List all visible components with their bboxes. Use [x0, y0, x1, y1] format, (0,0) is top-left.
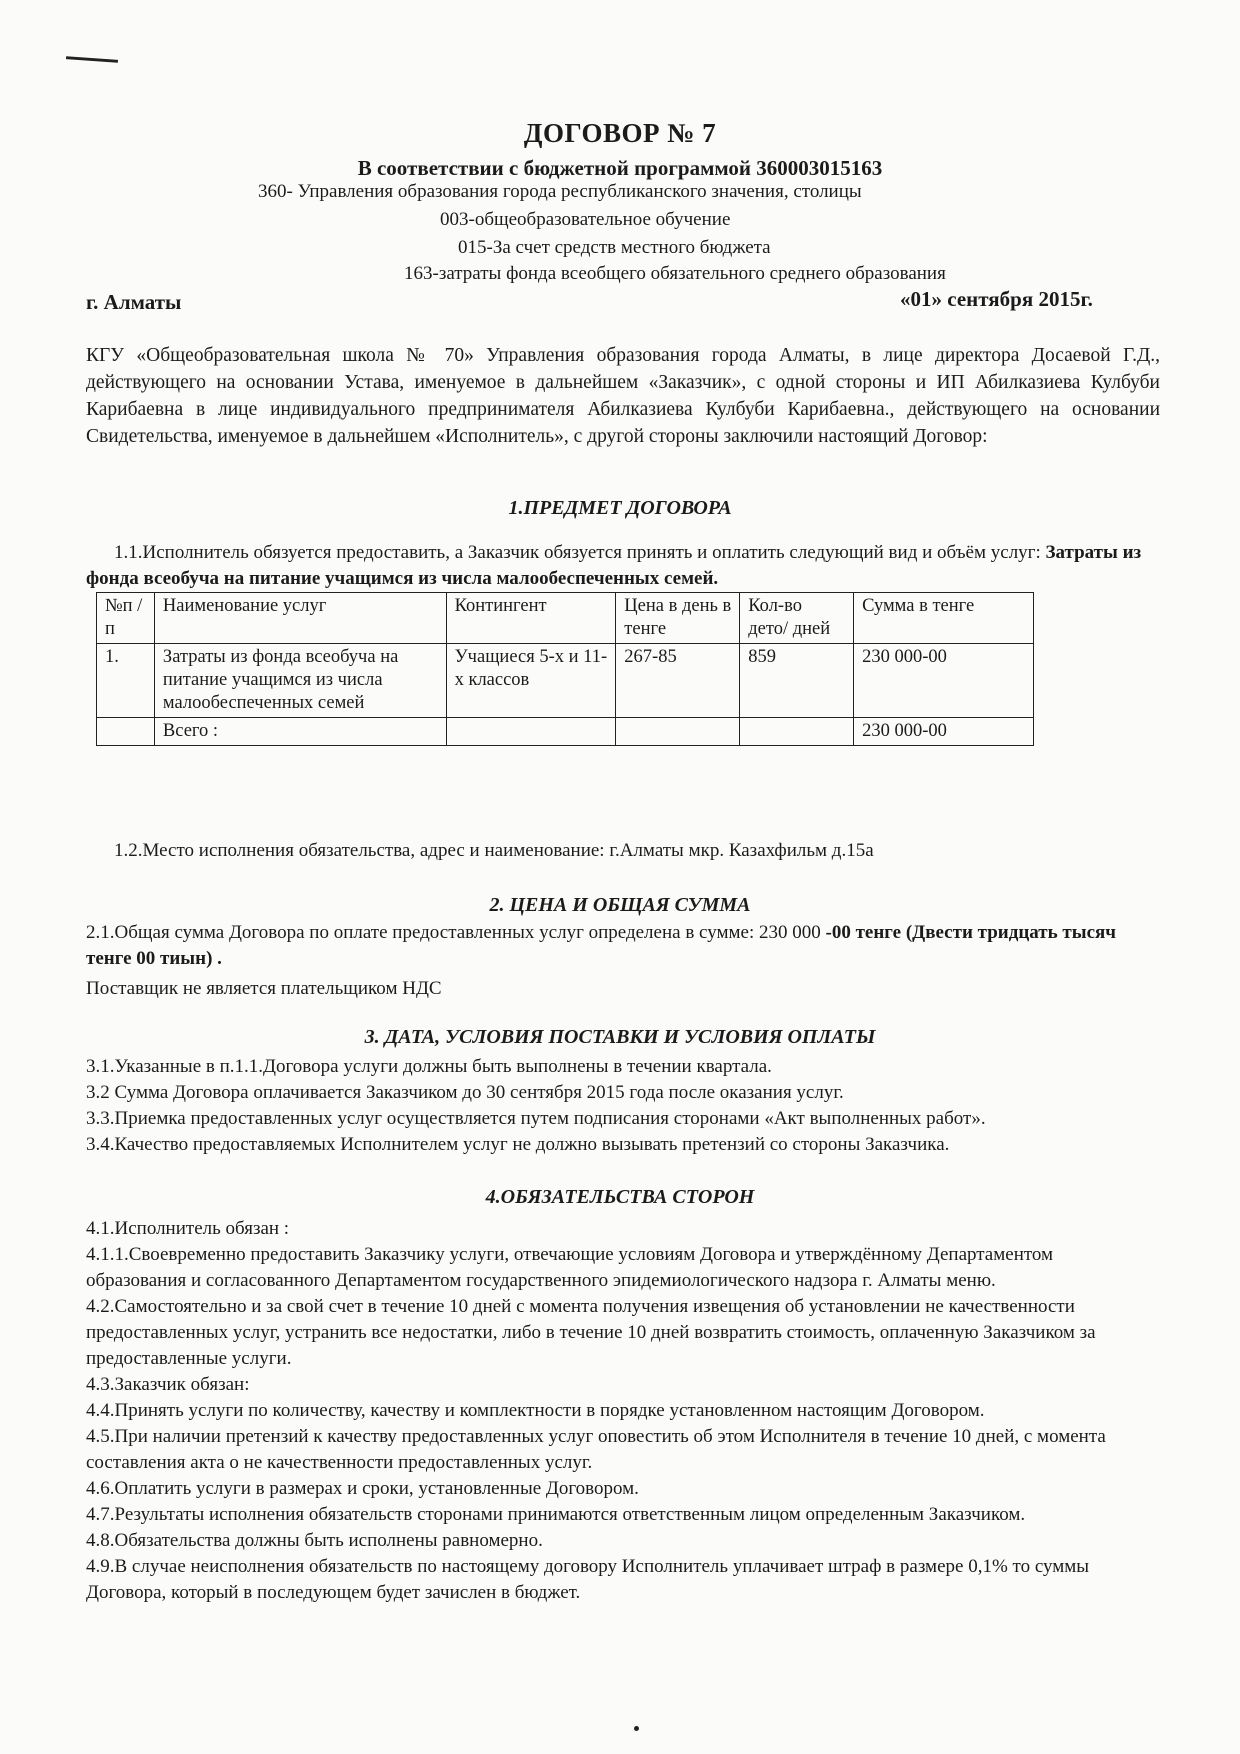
clause-4-5: 4.5.При наличии претензий к качеству предоставленных услуг оповестить об этом Исполнителя в течение 10 дней, с момента составления акта о не качественности предоставленных услуг. [86, 1426, 1106, 1473]
header-cell: Наименование услуг [154, 593, 446, 644]
intro-paragraph: КГУ «Общеобразовательная школа № 70» Управления образования города Алматы, в лице директора Досаевой Г.Д., действующего на основании Устава, именуемое в дальнейшем «Заказчик», с одной стороны и ИП Абилказиева Кулбуби Карибаевна в лице индивидуального предпринимателя Абилказиева Кулбуби Карибаевна., действующего на основании Свидетельства, именуемое в дальнейшем «Исполнитель», с другой стороны заключили настоящий Договор: [86, 345, 1160, 447]
header-cell: Сумма в тенге [854, 593, 1034, 644]
total-value: 230 000-00 [854, 718, 1034, 746]
clause-4-1-1: 4.1.1.Своевременно предоставить Заказчику услуги, отвечающие условиям Договора и утверждённому Департаментом образования и согласованного Департаментом государственного эпидемиологического надзора г. Алматы меню. [86, 1244, 1054, 1291]
table-cell: Учащиеся 5-х и 11-х классов [446, 644, 616, 718]
clause-4-7: 4.7.Результаты исполнения обязательств сторонами принимаются ответственным лицом определенным Заказчиком. [86, 1504, 1026, 1525]
table-header-row [97, 593, 1034, 644]
table-total-row [97, 718, 1034, 746]
clause-4-4: 4.4.Принять услуги по количеству, качеству и комплектности в порядке установленном настоящим Договором. [86, 1400, 985, 1421]
program-line-163: 163-затраты фонда всеобщего обязательного среднего образования [404, 263, 946, 284]
table-cell [446, 718, 616, 746]
table-cell: 859 [740, 644, 854, 718]
clause-4-2: 4.2.Самостоятельно и за свой счет в течение 10 дней с момента получения извещения об установлении не качественности предоставленных услуг, устранить все недостатки, либо в течение 10 дней возвратить стоимость, оплаченную Заказчиком за предоставленные услуги. [86, 1296, 1096, 1369]
clause-4-1: 4.1.Исполнитель обязан : [86, 1218, 290, 1239]
table-cell [740, 718, 854, 746]
clause-3-3: 3.3.Приемка предоставленных услуг осуществляется путем подписания сторонами «Акт выполненных работ». [86, 1108, 986, 1129]
clause-1-1 [86, 540, 1160, 592]
clause-3-4: 3.4.Качество предоставляемых Исполнителем услуг не должно вызывать претензий со стороны Заказчика. [86, 1134, 950, 1155]
section-2-heading: 2. ЦЕНА И ОБЩАЯ СУММА [489, 894, 751, 916]
vat-note: Поставщик не является плательщиком НДС [86, 978, 442, 999]
section-4-heading: 4.ОБЯЗАТЕЛЬСТВА СТОРОН [485, 1186, 755, 1208]
table-cell: 230 000-00 [854, 644, 1034, 718]
program-line-360: 360- Управления образования города республиканского значения, столицы [258, 181, 862, 202]
table-cell [97, 718, 155, 746]
section-4-clauses [86, 1216, 1146, 1606]
table-row [97, 644, 1034, 718]
clause-1-2: 1.2.Место исполнения обязательства, адрес и наименование: г.Алматы мкр. Казахфильм д.15а [114, 840, 874, 861]
total-label: Всего : [154, 718, 446, 746]
header-cell: Цена в день в тенге [616, 593, 740, 644]
section-3-heading: 3. ДАТА, УСЛОВИЯ ПОСТАВКИ И УСЛОВИЯ ОПЛАТЫ [364, 1026, 876, 1048]
clause-4-9: 4.9.В случае неисполнения обязательств по настоящему договору Исполнитель уплачивает штраф в размере 0,1% то суммы Договора, который в последующем будет зачислен в бюджет. [86, 1556, 1090, 1603]
table-cell: 1. [97, 644, 155, 718]
page-dot [634, 1726, 639, 1731]
budget-program-subtitle: В соответствии с бюджетной программой 360003015163 [357, 156, 883, 180]
section-1-heading: 1.ПРЕДМЕТ ДОГОВОРА [508, 497, 732, 519]
program-line-015: 015-За счет средств местного бюджета [458, 237, 771, 258]
contract-title: ДОГОВОР № 7 [523, 118, 717, 148]
clause-4-3: 4.3.Заказчик обязан: [86, 1374, 250, 1395]
clause-2-1-text: 2.1.Общая сумма Договора по оплате предоставленных услуг определена в сумме: 230 000 [86, 922, 826, 943]
clause-2-1-amount: -00 тенге (Двести тридцать тысяч тенге 00 тиын) . [86, 922, 1117, 969]
services-table [96, 592, 1034, 746]
program-line-003: 003-общеобразовательное обучение [440, 209, 731, 230]
clause-4-6: 4.6.Оплатить услуги в размерах и сроки, установленные Договором. [86, 1478, 639, 1499]
pen-mark [66, 56, 118, 63]
clause-3-1: 3.1.Указанные в п.1.1.Договора услуги должны быть выполнены в течении квартала. [86, 1056, 772, 1077]
clause-4-8: 4.8.Обязательства должны быть исполнены равномерно. [86, 1530, 543, 1551]
clause-1-1-text: 1.1.Исполнитель обязуется предоставить, а Заказчик обязуется принять и оплатить следующий вид и объём услуг: [114, 542, 1046, 563]
contract-city: г. Алматы [86, 290, 182, 314]
table-cell: 267-85 [616, 644, 740, 718]
clause-2-1 [86, 920, 1160, 972]
table-cell [616, 718, 740, 746]
header-cell: Контингент [446, 593, 616, 644]
header-cell: №п /п [97, 593, 155, 644]
header-cell: Кол-во дето/ дней [740, 593, 854, 644]
table-cell: Затраты из фонда всеобуча на питание учащимся из числа малообеспеченных семей [154, 644, 446, 718]
clause-1-1-service: Затраты из фонда всеобуча на питание учащимся из числа малообеспеченных семей. [86, 542, 1142, 589]
clause-3-2: 3.2 Сумма Договора оплачивается Заказчиком до 30 сентября 2015 года после оказания услуг. [86, 1082, 844, 1103]
section-3-clauses [86, 1054, 1160, 1158]
contract-date: «01» сентября 2015г. [900, 287, 1093, 311]
